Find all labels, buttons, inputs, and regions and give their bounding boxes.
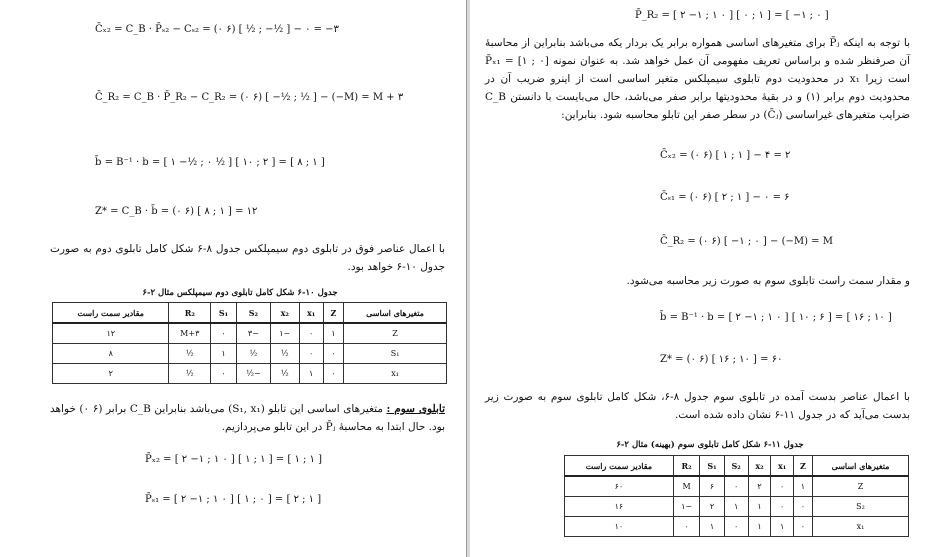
table-cell: ۱۲ — [53, 323, 169, 344]
table-header: مقادیر سمت راست — [565, 456, 674, 477]
table-cell: Z — [812, 476, 908, 497]
table-cell: S₁ — [344, 344, 447, 364]
table-cell: ½ — [169, 364, 211, 384]
table-cell: ۱ — [748, 497, 771, 517]
equation-cx2-right: C̄ₓ₂ = (۰ ۶) [ ۱ ; ۱ ] − ۴ = ۲ — [660, 150, 791, 161]
table-header: S₁ — [700, 456, 724, 477]
paragraph-unit-vector: با توجه به اینکه P̄ⱼ برای متغیرهای اساسی همواره برابر یک بردار یکه می‌باشد بنابراین از محاسبهٔ آن صرفنظر شده و براساس تعریف مفهومی آن عمل خواهد شد. به عنوان نمونه P̄ₓ₁ = [۱ ; ۰] است زیرا x₁ در محدودیت دوم تابلوی سیمپلکس متغیر اساسی است از اینرو ضریب آن در محدودیت دوم برابر (۱) و در بقیهٔ محدودیتها برابر صفر می‌باشد، حال می‌بایست با دانستن C_B ضرایب متغیرهای غیراساسی (C̄ⱼ) در سطر صفر این تابلو محاسبه شود. بنابراین: — [485, 37, 911, 121]
table-cell: ۰ — [771, 497, 794, 517]
table-cell: ۰ — [323, 344, 343, 364]
table-header: R₂ — [673, 456, 700, 477]
table-cell: M+۳ — [169, 323, 211, 344]
table-cell: ۱ — [700, 517, 724, 537]
table-row — [53, 323, 447, 344]
table-cell: x₁ — [812, 517, 908, 537]
table-cell: −۳ — [236, 323, 270, 344]
table-cell: ۱ — [211, 344, 237, 364]
equation-b-bar: b̄ = B⁻¹ · b = [ ۱ −½ ; ۰ ½ ] [ ۱۰ ; ۲ ] = [ ۸ ; ۱ ] — [95, 157, 325, 168]
table-header-row — [565, 456, 909, 477]
table-cell: −۱ — [673, 497, 700, 517]
table-cell: ½ — [270, 344, 299, 364]
table-cell: ۰ — [299, 344, 323, 364]
table-cell: ۰ — [793, 497, 812, 517]
table-header-row — [53, 303, 447, 324]
table-cell: ½ — [236, 344, 270, 364]
table-header: متغیرهای اساسی — [812, 456, 908, 477]
table-row — [53, 364, 447, 384]
right-page — [470, 0, 932, 557]
tableau-3-text: متغیرهای اساسی این تابلو (S₁, x₁) می‌باشد بنابراین C_B برابر (۶ ۰) خواهد بود. حال ابتدا به محاسبهٔ P̄ⱼ در این تابلو می‌پردازیم. — [50, 403, 445, 433]
table-header: x₂ — [748, 456, 771, 477]
table-10 — [52, 302, 447, 384]
table-cell: ۱۰ — [565, 517, 674, 537]
table-cell: ½ — [270, 364, 299, 384]
paragraph-table-11-intro: با اعمال عناصر بدست آمده در تابلوی سوم جدول ۸-۶، شکل کامل تابلوی سوم به صورت زیر بدست می‌آید که در جدول ۱۱-۶ نشان داده شده است. — [485, 391, 910, 421]
table-cell: ۱۶ — [565, 497, 674, 517]
tableau-3-title: تابلوی سوم : — [386, 403, 445, 415]
table-cell: ۰ — [211, 364, 237, 384]
table-cell: ۰ — [673, 517, 700, 537]
table-cell: ۰ — [299, 323, 323, 344]
equation-cs1: C̄ₛ₁ = (۰ ۶) [ ۲ ; ۱ ] − ۰ = ۶ — [660, 192, 790, 203]
table-cell: ۰ — [211, 323, 237, 344]
table-header: مقادیر سمت راست — [53, 303, 169, 324]
table-row — [565, 476, 909, 497]
table-row — [565, 497, 909, 517]
table-cell: Z — [344, 323, 447, 344]
table-cell: ½ — [169, 344, 211, 364]
table-cell: M — [673, 476, 700, 497]
table-cell: ۶۰ — [565, 476, 674, 497]
table-cell: ۰ — [793, 517, 812, 537]
table-cell: ۰ — [323, 364, 343, 384]
equation-pr2: P̄_R₂ = [ ۲ −۱ ; ۱ ۰ ] [ ۰ ; ۱ ] = [ −۱ ; ۰ ] — [635, 10, 829, 21]
table-cell: ۸ — [53, 344, 169, 364]
table-cell: −½ — [236, 364, 270, 384]
table-cell: −۱ — [270, 323, 299, 344]
table-cell: ۰ — [771, 476, 794, 497]
table-header: S₂ — [236, 303, 270, 324]
equation-px2: P̄ₓ₂ = [ ۲ −۱ ; ۱ ۰ ] [ ۱ ; ۱ ] = [ ۱ ; ۱ ] — [145, 454, 322, 465]
table-cell: x₁ — [344, 364, 447, 384]
table-header: R₂ — [169, 303, 211, 324]
table-row — [53, 344, 447, 364]
table-cell: ۱ — [299, 364, 323, 384]
paragraph-tableau-3 — [50, 400, 445, 436]
table-cell: ۱ — [323, 323, 343, 344]
table-cell: ۲ — [748, 476, 771, 497]
table-header: S₂ — [724, 456, 748, 477]
paragraph-intro: با اعمال عناصر فوق در تابلوی دوم سیمپلکس جدول ۸-۶ شکل کامل تابلوی دوم به صورت جدول ۱۰-۶ خواهد بود. — [50, 243, 445, 273]
table-row — [565, 517, 909, 537]
equation-ps1: P̄ₛ₁ = [ ۲ −۱ ; ۱ ۰ ] [ ۱ ; ۰ ] = [ ۲ ; ۱ ] — [145, 494, 322, 505]
table-header: Z — [793, 456, 812, 477]
table-header: x₂ — [270, 303, 299, 324]
equation-cr2: C̄_R₂ = C_B · P̄_R₂ − C_R₂ = (۰ ۶) [ −½ ; ½ ] − (−M) = M + ۳ — [95, 92, 404, 103]
table-cell: ۱ — [793, 476, 812, 497]
table-header: متغیرهای اساسی — [344, 303, 447, 324]
equation-cr2-right: C̄_R₂ = (۰ ۶) [ −۱ ; ۰ ] − (−M) = M — [660, 236, 833, 247]
equation-z-star-right: Z* = (۰ ۶) [ ۱۶ ; ۱۰ ] = ۶۰ — [660, 354, 783, 365]
table-cell: ۰ — [724, 476, 748, 497]
table-11 — [564, 455, 909, 537]
paragraph-rhs: و مقدار سمت راست تابلوی سوم به صورت زیر محاسبه می‌شود. — [626, 275, 910, 287]
table-cell: ۱ — [748, 517, 771, 537]
table-header: x₁ — [299, 303, 323, 324]
table-header: x₁ — [771, 456, 794, 477]
table-10-caption: جدول ۱۰-۶ شکل کامل تابلوی دوم سیمپلکس مثال ۲-۶ — [142, 288, 338, 298]
table-cell: ۱ — [771, 517, 794, 537]
table-11-caption: جدول ۱۱-۶ شکل کامل تابلوی سوم (بهینه) مثال ۲-۶ — [616, 440, 804, 450]
equation-b-bar-right: b̄ = B⁻¹ · b = [ ۲ −۱ ; ۱ ۰ ] [ ۱۰ ; ۶ ] = [ ۱۶ ; ۱۰ ] — [660, 312, 892, 323]
table-cell: S₂ — [812, 497, 908, 517]
table-cell: ۰ — [724, 517, 748, 537]
table-cell: ۶ — [700, 476, 724, 497]
equation-z-star: Z* = C_B · b̄ = (۰ ۶) [ ۸ ; ۱ ] = ۱۲ — [95, 206, 258, 217]
table-header: Z — [323, 303, 343, 324]
table-cell: ۲ — [53, 364, 169, 384]
table-cell: ۱ — [724, 497, 748, 517]
table-header: S₁ — [211, 303, 237, 324]
equation-cx2: C̄ₓ₂ = C_B · P̄ₛ₂ − Cₛ₂ = (۰ ۶) [ ½ ; −½ ] − ۰ = −۳ — [95, 24, 339, 35]
table-cell: ۲ — [700, 497, 724, 517]
